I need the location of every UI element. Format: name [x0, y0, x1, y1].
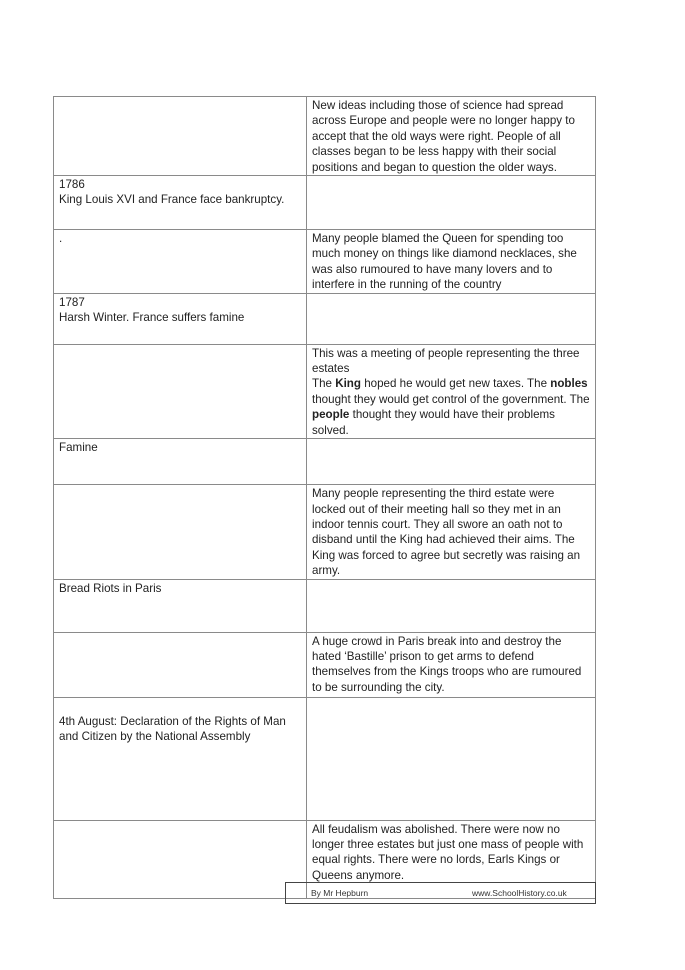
event-cell[interactable] [54, 820, 307, 898]
event-cell[interactable]: Bread Riots in Paris [54, 579, 307, 632]
event-cell[interactable] [54, 97, 307, 176]
text: This was a meeting of people representing the three estates [312, 346, 580, 376]
table-row [54, 439, 596, 485]
event-cell[interactable]: . [54, 230, 307, 294]
table-row [54, 485, 596, 579]
explanation-cell[interactable] [307, 344, 596, 438]
text: thought they would have their problems solved. [312, 408, 555, 437]
bold-text: King [335, 377, 361, 391]
explanation-cell[interactable]: Many people representing the third estate were locked out of their meeting hall so they met in an indoor tennis court. They all swore an oath not to disband until the King had achieved their aims. The King was forced to agree but secretly was raising an army. [307, 485, 596, 579]
table-row [54, 632, 596, 697]
event-cell[interactable] [54, 485, 307, 579]
event-cell[interactable]: 1786 King Louis XVI and France face bankruptcy. [54, 176, 307, 230]
explanation-cell[interactable]: A huge crowd in Paris break into and destroy the hated ‘Bastille’ prison to get arms to defend themselves from the Kings troops who are rumoured to be surrounding the city. [307, 632, 596, 697]
event-cell[interactable]: 1787 Harsh Winter. France suffers famine [54, 293, 307, 344]
table-row [54, 97, 596, 176]
timeline-worksheet-table [53, 96, 596, 899]
footer-box [285, 882, 596, 904]
bold-text: nobles [550, 377, 588, 391]
event-cell[interactable]: 4th August: Declaration of the Rights of Man and Citizen by the National Assembly [54, 697, 307, 820]
table-row [54, 697, 596, 820]
text: thought they would get control of the government. The [312, 392, 590, 406]
table-row [54, 230, 596, 294]
table-row [54, 176, 596, 230]
explanation-cell[interactable] [307, 176, 596, 230]
table-row [54, 344, 596, 438]
bold-text: people [312, 408, 350, 422]
table-row [54, 579, 596, 632]
explanation-cell[interactable] [307, 579, 596, 632]
explanation-cell[interactable] [307, 697, 596, 820]
explanation-cell[interactable]: New ideas including those of science had spread across Europe and people were no longer happy to accept that the old ways were right. People of all classes began to be less happy with their social positions and began to question the older ways. [307, 97, 596, 176]
table-row [54, 293, 596, 344]
explanation-cell[interactable]: Many people blamed the Queen for spending too much money on things like diamond necklaces, she was also rumoured to have many lovers and to interfere in the running of the country [307, 230, 596, 294]
website-link[interactable]: www.SchoolHistory.co.uk [472, 888, 567, 898]
text: The [312, 377, 336, 391]
text: hoped he would get new taxes. The [360, 377, 551, 391]
event-cell[interactable] [54, 632, 307, 697]
author-credit: By Mr Hepburn [311, 888, 369, 898]
event-cell[interactable]: Famine [54, 439, 307, 485]
explanation-cell[interactable]: All feudalism was abolished. There were now no longer three estates but just one mass of people with equal rights. There were no lords, Earls Kings or Queens anymore. [307, 820, 596, 898]
event-cell[interactable] [54, 344, 307, 438]
explanation-cell[interactable] [307, 293, 596, 344]
explanation-cell[interactable] [307, 439, 596, 485]
